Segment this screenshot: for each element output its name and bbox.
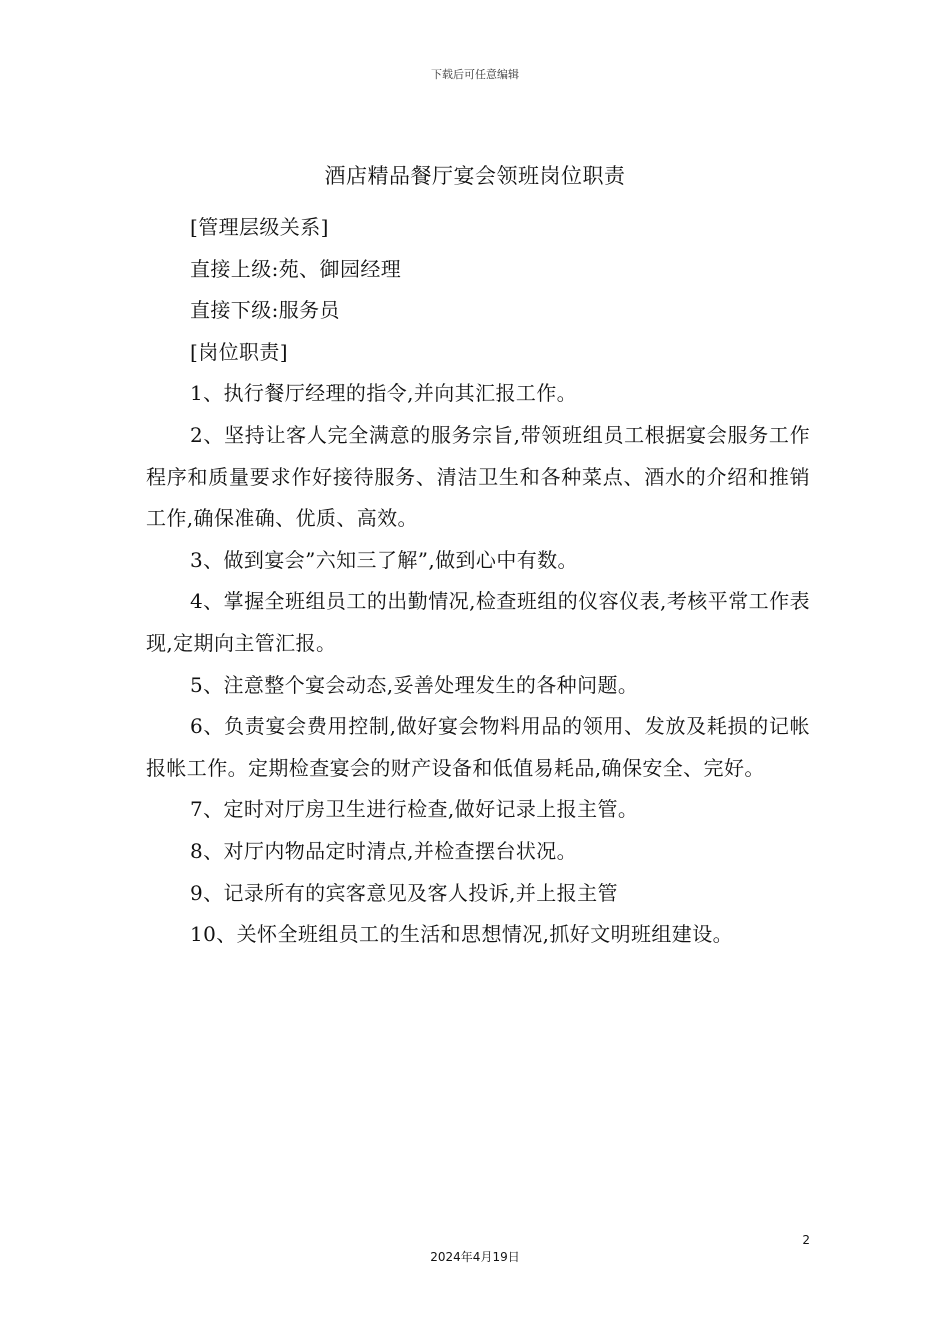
- duty-item-4: 4、掌握全班组员工的出勤情况,检查班组的仪容仪表,考核平常工作表现,定期向主管汇报。: [146, 589, 810, 655]
- duty-item-3: 3、做到宴会”六知三了解”,做到心中有数。: [190, 547, 578, 572]
- section-heading-duties: [岗位职责]: [190, 339, 289, 364]
- document-body: [146, 207, 810, 956]
- direct-subordinate: 直接下级:服务员: [190, 298, 340, 323]
- header-note: 下载后可任意编辑: [431, 68, 519, 81]
- duty-item-7: 7、定时对厅房卫生进行检查,做好记录上报主管。: [190, 797, 639, 822]
- duty-item-2: 2、坚持让客人完全满意的服务宗旨,带领班组员工根据宴会服务工作程序和质量要求作好接待服务、清洁卫生和各种菜点、酒水的介绍和推销工作,确保准确、优质、高效。: [146, 422, 810, 531]
- duty-item-1: 1、执行餐厅经理的指令,并向其汇报工作。: [190, 381, 578, 406]
- document-title: 酒店精品餐厅宴会领班岗位职责: [324, 164, 626, 188]
- direct-superior: 直接上级:苑、御园经理: [190, 256, 402, 281]
- footer-date: 2024年4月19日: [430, 1250, 520, 1264]
- duty-item-10: 10、关怀全班组员工的生活和思想情况,抓好文明班组建设。: [190, 922, 734, 947]
- duty-item-9: 9、记录所有的宾客意见及客人投诉,并上报主管: [190, 880, 618, 905]
- duty-item-6: 6、负责宴会费用控制,做好宴会物料用品的领用、发放及耗损的记帐报帐工作。定期检查宴会的财产设备和低值易耗品,确保安全、完好。: [146, 714, 810, 780]
- duty-item-8: 8、对厅内物品定时清点,并检查摆台状况。: [190, 838, 578, 863]
- section-heading-hierarchy: [管理层级关系]: [190, 215, 329, 239]
- page-number: 2: [802, 1233, 810, 1247]
- duty-item-5: 5、注意整个宴会动态,妥善处理发生的各种问题。: [190, 672, 639, 697]
